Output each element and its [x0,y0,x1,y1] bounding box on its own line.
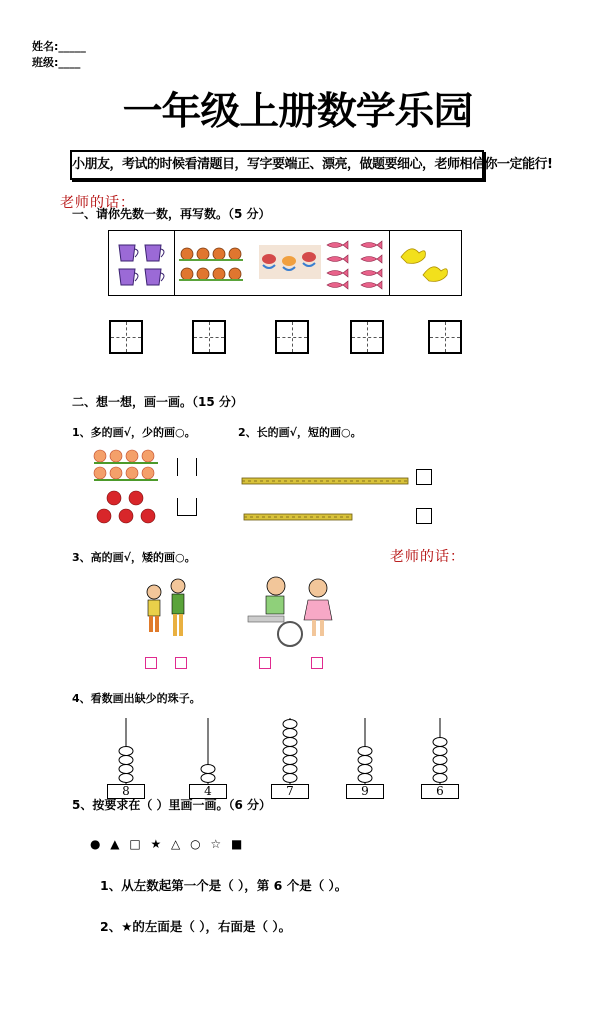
cup-icon [119,245,164,285]
counting-pictures [109,231,461,295]
answer-grid-4[interactable] [350,320,384,354]
abacus-bead [358,756,372,765]
name-field-label: 姓名:_____ [32,40,86,53]
short-rod-icon [244,514,352,520]
abacus-bead [201,765,215,774]
answer-box-less[interactable] [177,498,197,516]
abacus-bead [358,774,372,783]
abacus-label-2: 4 [189,784,227,799]
instruction-banner: 小朋友，考试的时候看清题目，写字要端正、漂亮，做题要细心，老师相信你一定能行! [70,150,484,180]
answer-grid-2[interactable] [192,320,226,354]
abacus-label-5: 6 [421,784,459,799]
peach-icon [94,450,154,479]
abacus-bead [358,765,372,774]
question-5-2: 2、★的左面是（ ），右面是（ ）。 [100,919,292,934]
question-2-4: 4、看数画出缺少的珠子。 [72,692,201,705]
abacus-bead [358,747,372,756]
abacus-bead [283,756,297,765]
abacus-bead [119,756,133,765]
teacher-note-2: 老师的话： [390,549,465,565]
answer-grid-1[interactable] [109,320,143,354]
question-2-3: 3、高的画√，矮的画○。 [72,551,196,564]
abacus-bead [119,747,133,756]
abacus-bead [283,738,297,747]
answer-box-boy-2[interactable] [175,657,187,669]
answer-box-long[interactable] [416,469,432,485]
two-boys-picture [138,574,200,644]
abacus-bead [283,729,297,738]
counting-picture-box [108,230,462,296]
toy-horse-icon [259,245,321,279]
abacus-bead [283,720,297,729]
abacus-bead [119,774,133,783]
question-2-1: 1、多的画√，少的画○。 [72,426,196,439]
answer-box-short[interactable] [416,508,432,524]
answer-box-child-1[interactable] [259,657,271,669]
seated-child-icon [248,577,302,646]
answer-grid-3[interactable] [275,320,309,354]
abacus-label-4: 9 [346,784,384,799]
peach-apple-pictures [92,446,164,526]
abacus-bead [433,765,447,774]
abacus-bead [283,774,297,783]
abacus-bead [201,774,215,783]
wheel-icon [278,622,302,646]
wheelchair-picture [242,572,340,652]
rod-pictures [240,470,412,530]
answer-box-child-2[interactable] [311,657,323,669]
answer-box-more[interactable] [177,458,197,476]
class-field-label: 班级:____ [32,56,81,69]
abacus-label-1: 8 [107,784,145,799]
question-5-1: 1、从左数起第一个是（ ），第 6 个是（ ）。 [100,878,348,893]
short-boy-icon [147,585,161,632]
abacus-bead [433,774,447,783]
bird-icon [401,249,447,282]
long-rod-icon [242,478,408,484]
abacus-bead [433,747,447,756]
abacus-bead [283,765,297,774]
section1-heading: 一、请你先数一数，再写数。（5 分） [72,207,271,221]
standing-girl-icon [304,579,332,636]
snail-icon [181,248,241,280]
abacus-bead [433,756,447,765]
page-title: 一年级上册数学乐园 [122,89,473,133]
section5-heading: 5、按要求在（ ）里画一画。（6 分） [72,798,272,812]
section2-heading: 二、想一想，画一画。（15 分） [72,395,243,409]
abacus-bead [283,747,297,756]
tall-boy-icon [171,579,185,636]
abacus-label-3: 7 [271,784,309,799]
abacus-rods [100,712,480,788]
question-2-2: 2、长的画√，短的画○。 [238,426,362,439]
apple-icon [97,491,155,523]
teacher-note-1: 老师的话： [60,195,135,211]
abacus-bead [119,765,133,774]
shape-sequence: ● ▲ □ ★ △ ○ ☆ ■ [90,837,246,851]
abacus-bead [433,738,447,747]
answer-grid-5[interactable] [428,320,462,354]
fish-icon [327,241,382,289]
answer-box-boy-1[interactable] [145,657,157,669]
abacus-beads [119,720,447,783]
